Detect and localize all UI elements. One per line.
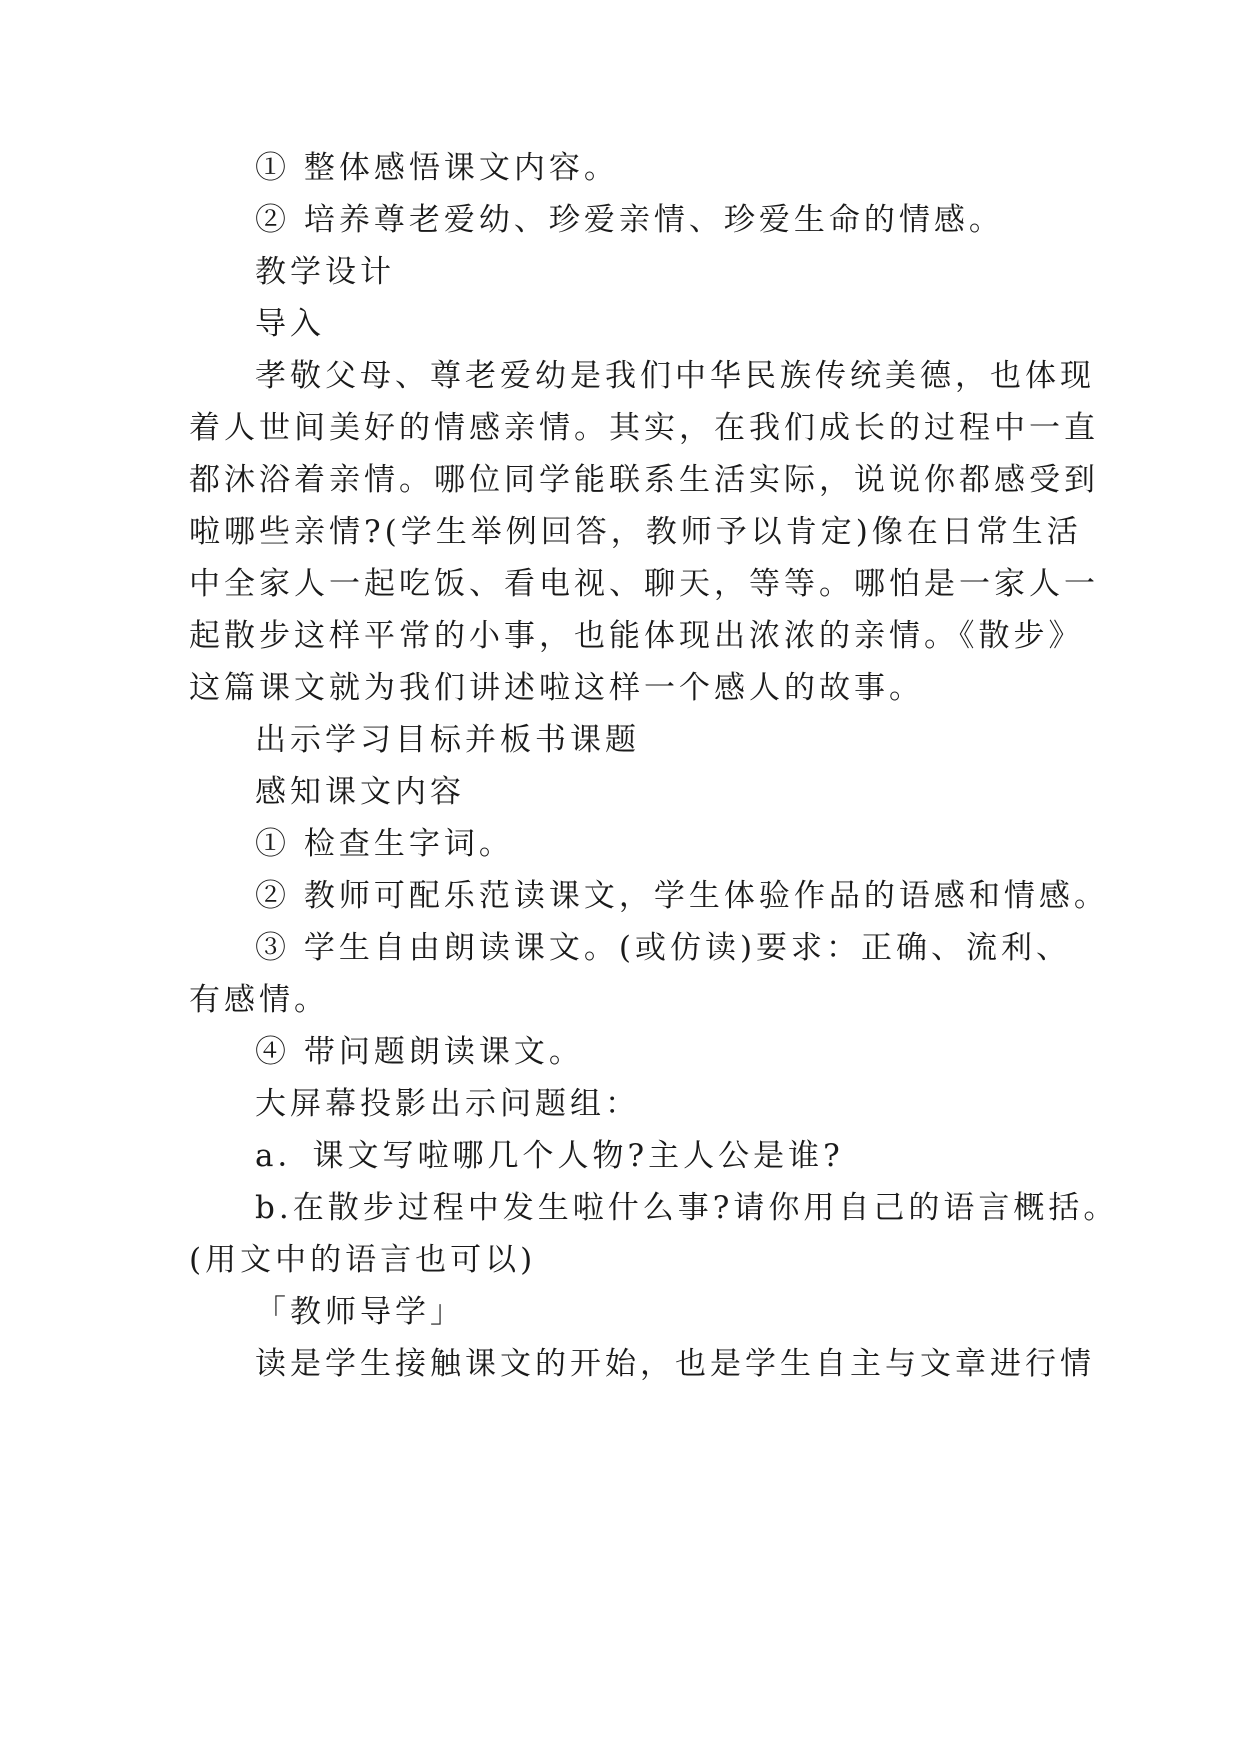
heading-introduction: 导入 [255, 306, 325, 342]
objective-1: ① 整体感悟课文内容。 [255, 150, 619, 186]
question-a: a．课文写啦哪几个人物?主人公是谁? [255, 1138, 844, 1174]
heading-perceive-content: 感知课文内容 [255, 774, 465, 810]
step-3-line-2: 有感情。 [189, 982, 329, 1018]
step-1: ① 检查生字词。 [255, 826, 514, 862]
intro-paragraph-line-3: 都沐浴着亲情。哪位同学能联系生活实际，说说你都感受到 [189, 462, 1099, 498]
step-2: ② 教师可配乐范读课文，学生体验作品的语感和情感。 [255, 878, 1109, 914]
objective-2: ② 培养尊老爱幼、珍爱亲情、珍爱生命的情感。 [255, 202, 1004, 238]
question-group-heading: 大屏幕投影出示问题组： [255, 1086, 640, 1122]
intro-paragraph-line-4: 啦哪些亲情?(学生举例回答，教师予以肯定)像在日常生活 [189, 514, 1082, 550]
question-b-line-1: b.在散步过程中发生啦什么事?请你用自己的语言概括。 [255, 1190, 1119, 1226]
heading-teaching-design: 教学设计 [255, 254, 395, 290]
step-3-line-1: ③ 学生自由朗读课文。(或仿读)要求：正确、流利、 [255, 930, 1072, 966]
intro-paragraph-line-2: 着人世间美好的情感亲情。其实，在我们成长的过程中一直 [189, 410, 1099, 446]
intro-paragraph-line-6: 起散步这样平常的小事，也能体现出浓浓的亲情。《散步》 [189, 618, 1084, 654]
guide-paragraph-line-1: 读是学生接触课文的开始，也是学生自主与文章进行情 [255, 1346, 1095, 1382]
intro-paragraph-line-7: 这篇课文就为我们讲述啦这样一个感人的故事。 [189, 670, 924, 706]
heading-objectives-board: 出示学习目标并板书课题 [255, 722, 640, 758]
intro-paragraph-line-1: 孝敬父母、尊老爱幼是我们中华民族传统美德，也体现 [255, 358, 1095, 394]
heading-teacher-guide: 「教师导学」 [255, 1294, 465, 1330]
intro-paragraph-line-5: 中全家人一起吃饭、看电视、聊天，等等。哪怕是一家人一 [189, 566, 1099, 602]
question-b-line-2: (用文中的语言也可以) [189, 1242, 537, 1278]
step-4: ④ 带问题朗读课文。 [255, 1034, 584, 1070]
